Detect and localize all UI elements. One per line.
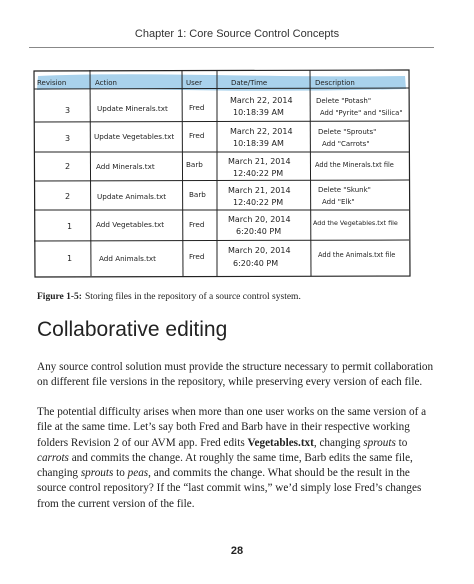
figure-caption <box>37 292 301 302</box>
text-run: to <box>113 467 128 480</box>
body-paragraph: Any source control solution must provide the structure necessary to permit collaboration on different file versions in the repository, while preserving every version of each file. <box>37 361 434 389</box>
cell-revision: 3 <box>65 106 71 115</box>
cell-action: Add Vegetables.txt <box>96 220 165 229</box>
cell-action: Update Animals.txt <box>97 192 167 201</box>
text-run: The potential difficulty arises when more than one user works on the same version of a file at the same time. Let’s say both Fred and Barb have in their respective working folders Revision 2 of our AVM app. Fred edits <box>37 406 427 449</box>
filename-bold: Vegetables.txt <box>247 436 314 449</box>
figure-caption-text: Storing files in the repository of a source control system. <box>85 292 301 302</box>
cell-user: Fred <box>189 220 205 229</box>
body-paragraph <box>37 405 437 512</box>
cell-time: 10:18:39 AM <box>233 108 284 117</box>
cell-time: 12:40:22 PM <box>233 198 284 207</box>
cell-action: Add Minerals.txt <box>96 162 155 171</box>
cell-action: Update Vegetables.txt <box>94 132 175 141</box>
cell-action: Update Minerals.txt <box>97 104 168 113</box>
column-line <box>90 70 91 276</box>
cell-user: Barb <box>189 190 206 199</box>
cell-date: March 22, 2014 <box>230 96 293 105</box>
cell-desc-line2: Add "Elk" <box>322 198 355 206</box>
cell-user: Barb <box>186 160 203 169</box>
cell-revision: 3 <box>65 134 71 143</box>
header-divider <box>29 47 434 48</box>
cell-desc-line1: Add the Animals.txt file <box>318 251 396 259</box>
cell-date: March 20, 2014 <box>228 215 291 224</box>
cell-desc-line1: Delete "Sprouts" <box>318 128 377 136</box>
cell-time: 6:20:40 PM <box>233 259 279 268</box>
cell-time: 6:20:40 PM <box>236 227 282 236</box>
col-header-action: Action <box>95 79 117 87</box>
cell-action: Add Animals.txt <box>99 254 156 263</box>
text-run: , changing <box>313 436 364 449</box>
cell-desc-line1: Add the Minerals.txt file <box>315 161 394 169</box>
section-heading: Collaborative editing <box>37 318 228 341</box>
term-italic: peas <box>127 467 149 480</box>
cell-desc-line1: Delete "Skunk" <box>318 186 371 194</box>
cell-desc-line2: Add "Carrots" <box>322 140 370 148</box>
col-header-user: User <box>186 79 202 87</box>
cell-date: March 20, 2014 <box>228 246 291 255</box>
text-run: , and commits the change. What should be the result in the source control repository? If the “last commit wins,” we’d simply lose Fred’s changes from the current version of the file. <box>37 467 422 510</box>
cell-desc-line1: Delete "Potash" <box>316 97 372 105</box>
running-header: Chapter 1: Core Source Control Concepts <box>134 28 340 40</box>
term-italic: carrots <box>37 451 69 464</box>
figure-label: Figure 1-5: <box>37 292 82 302</box>
cell-date: March 22, 2014 <box>230 127 293 136</box>
figure-source-control-table <box>33 68 411 278</box>
cell-revision: 2 <box>65 162 71 171</box>
col-header-datetime: Date/Time <box>231 79 268 87</box>
cell-desc-line1: Add the Vegetables.txt file <box>313 219 398 227</box>
column-line <box>310 70 311 276</box>
page-number: 28 <box>230 545 244 557</box>
cell-revision: 1 <box>67 254 73 263</box>
cell-revision: 1 <box>67 222 73 231</box>
column-line <box>182 70 183 276</box>
cell-date: March 21, 2014 <box>228 186 291 195</box>
text-run: and commits the change. At roughly the same time, Barb edits the same file, changing <box>37 451 413 480</box>
cell-user: Fred <box>189 252 205 261</box>
text-run: to <box>395 436 408 449</box>
cell-revision: 2 <box>65 192 71 201</box>
cell-time: 10:18:39 AM <box>233 139 284 148</box>
table-illustration <box>33 68 411 278</box>
row-line <box>34 240 409 241</box>
col-header-description: Description <box>315 79 355 87</box>
col-header-revision: Revision <box>37 79 67 87</box>
cell-time: 12:40:22 PM <box>233 169 284 178</box>
term-italic: sprouts <box>80 467 114 480</box>
cell-user: Fred <box>189 103 205 112</box>
cell-user: Fred <box>189 131 205 140</box>
term-italic: sprouts <box>363 436 396 449</box>
cell-date: March 21, 2014 <box>228 157 291 166</box>
cell-desc-line2: Add "Pyrite" and "Silica" <box>320 109 403 117</box>
